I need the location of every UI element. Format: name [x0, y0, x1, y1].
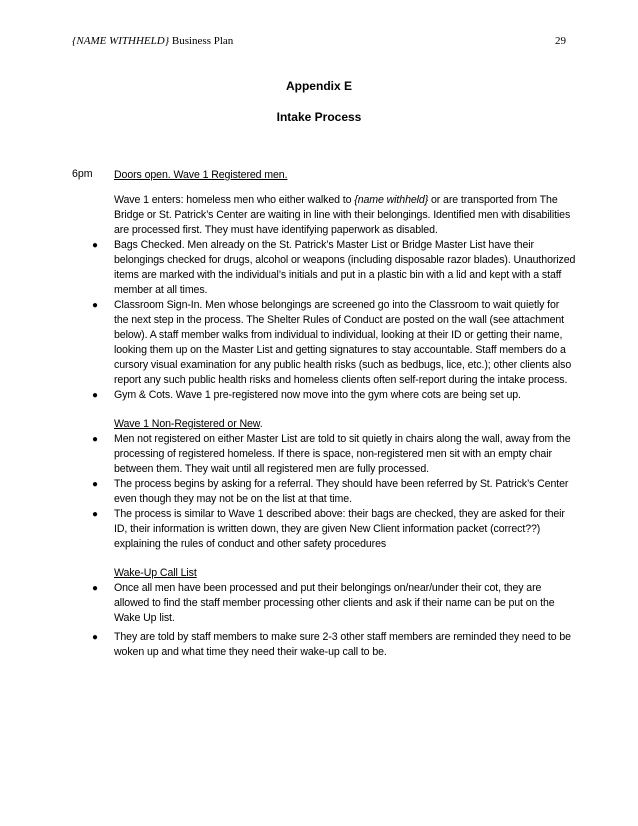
- list-item-text: Once all men have been processed and put their belongings on/near/under their cot, they are allowed to find the staff member processing other clients and ask if their name can be put on the Wake Up list.: [114, 582, 555, 624]
- nonreg-bullet-list: [92, 432, 576, 552]
- wave1-bullet-list: [92, 238, 576, 403]
- page-number: 29: [555, 35, 566, 47]
- wakeup-bullet-list: [92, 581, 576, 660]
- bullet-icon: ●: [92, 434, 98, 445]
- bullet-icon: ●: [92, 390, 98, 401]
- wave1-intro-c: or are transported from The Bridge or St. Patrick’s Center are waiting in line with their belongings. Identified men with disabilities are processed first. They must have identifying paperwork as disabled.: [114, 194, 571, 236]
- appendix-subtitle: Intake Process: [276, 110, 362, 124]
- list-item: [92, 581, 576, 626]
- list-item: [92, 388, 576, 403]
- list-item: [92, 298, 576, 388]
- list-item-text: Classroom Sign-In. Men whose belongings are screened go into the Classroom to wait quietly for the next step in the process. The Shelter Rules of Conduct are posted on the wall (see attachment below). A staff member walks from individual to individual, looking at their ID or getting their name, looking them up on the Master List and getting signatures to stay accountable. Staff members do a cursory visual examination for any public health risks (such as bedbugs, lice, etc.); other clients also report any such public health risks and homeless clients often self-report during the intake process.: [114, 299, 572, 386]
- document-body: [92, 168, 576, 660]
- wave1-intro-name-withheld: {name withheld}: [354, 194, 429, 206]
- list-item-text: Men not registered on either Master List are told to sit quietly in chairs along the wall, away from the processing of registered homeless. If there is space, non-registered men sit with an empty chair between them. They wait until all registered men are fully processed.: [114, 433, 571, 475]
- nonreg-heading: [114, 417, 576, 432]
- bullet-icon: ●: [92, 509, 98, 520]
- list-item-text: The process begins by asking for a referral. They should have been referred by St. Patrick’s Center even though they may not be on the list at that time.: [114, 478, 569, 505]
- list-item-text: Bags Checked. Men already on the St. Patrick’s Master List or Bridge Master List have their belongings checked for drugs, alcohol or weapons (including disposable razor blades). Unauthorized items are marked with the individual’s initials and put in a plastic bin with a lid and kept with a staff member at all times.: [114, 239, 576, 296]
- bullet-icon: ●: [92, 632, 98, 643]
- list-item: [92, 477, 576, 507]
- header-title: [72, 35, 233, 47]
- bullet-icon: ●: [92, 583, 98, 594]
- time-label: 6pm: [72, 168, 93, 180]
- list-item-text: The process is similar to Wave 1 described above: their bags are checked, they are asked for their ID, their information is written down, they are given New Client information packet (correct??) explaining the rules of conduct and other safety procedures: [114, 508, 565, 550]
- bullet-icon: ●: [92, 479, 98, 490]
- appendix-title: Appendix E: [285, 79, 352, 93]
- wave1-heading: Doors open. Wave 1 Registered men.: [114, 169, 288, 181]
- wave1-intro: [114, 193, 576, 238]
- nonreg-heading-period: .: [259, 418, 263, 430]
- bullet-icon: ●: [92, 300, 98, 311]
- page-header: [72, 35, 566, 51]
- bullet-icon: ●: [92, 240, 98, 251]
- header-name-withheld: {NAME WITHHELD}: [72, 35, 170, 47]
- nonreg-heading-text: Wave 1 Non-Registered or New: [114, 418, 260, 430]
- list-item: [92, 238, 576, 298]
- list-item: [92, 432, 576, 477]
- header-business-plan: Business Plan: [169, 35, 234, 47]
- list-item-text: They are told by staff members to make sure 2-3 other staff members are reminded they need to be woken up and what time they need their wake-up call to be.: [114, 631, 571, 658]
- wakeup-heading: Wake-Up Call List: [114, 567, 197, 579]
- list-item: [92, 507, 576, 552]
- list-item: [92, 630, 576, 660]
- list-item-text: Gym & Cots. Wave 1 pre-registered now move into the gym where cots are being set up.: [114, 389, 521, 401]
- wave1-intro-a: Wave 1 enters: homeless men who either walked to: [114, 194, 355, 206]
